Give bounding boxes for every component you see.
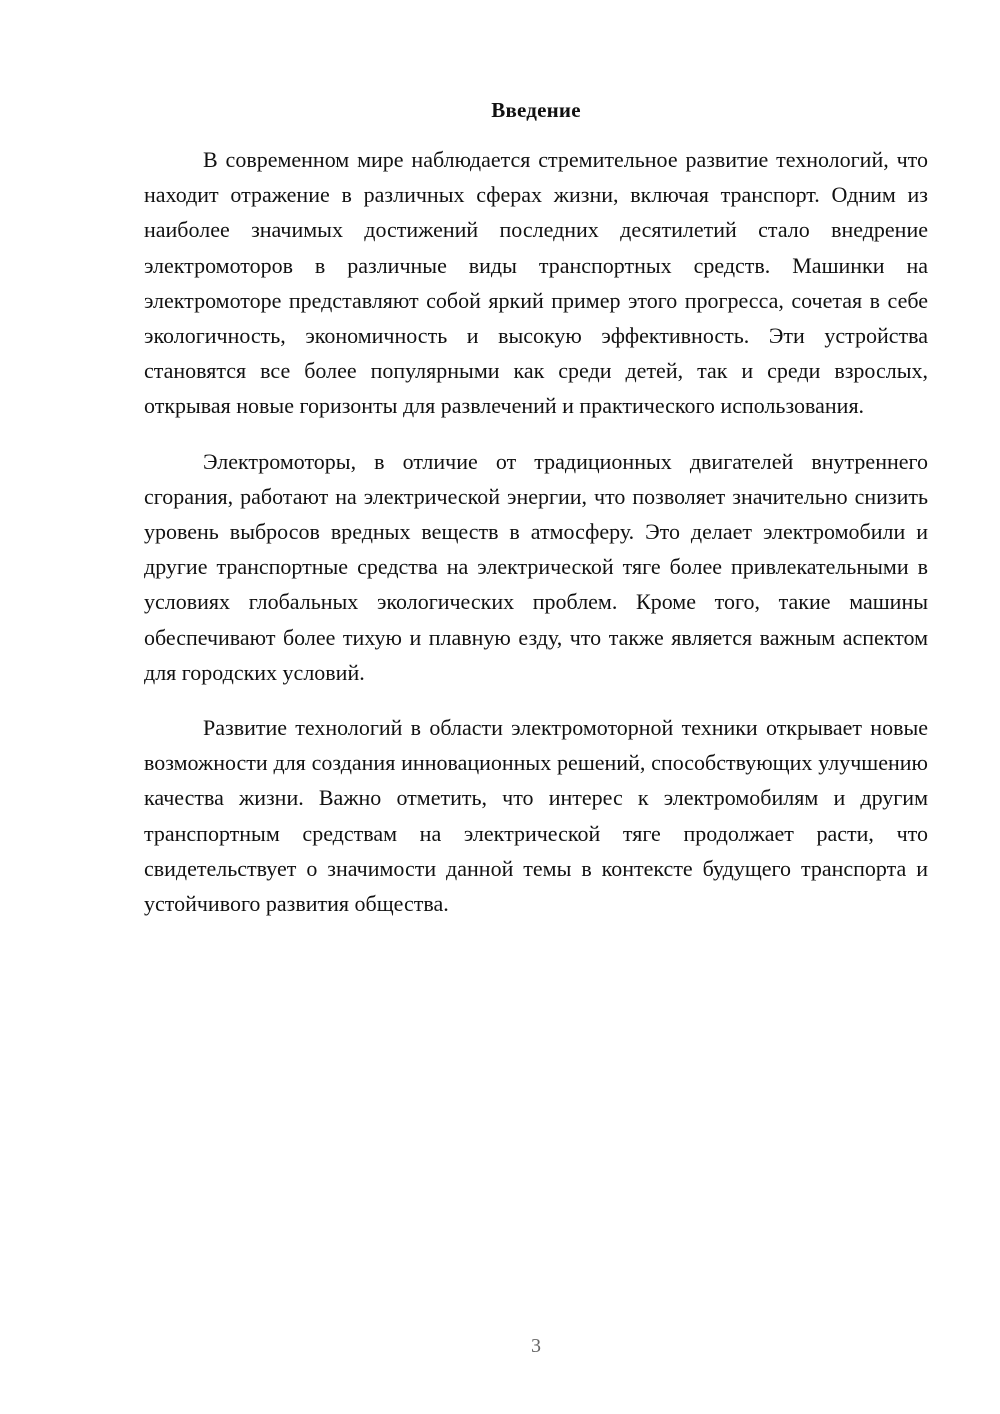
paragraph-1: В современном мире наблюдается стремительное развитие технологий, что находит отражение в различных сферах жизни, включая транспорт. Одним из наиболее значимых достижений последних десятилетий стало внедрение электромоторов в различные виды транспортных средств. Машинки на электромоторе представляют собой яркий пример этого прогресса, сочетая в себе экологичность, экономичность и высокую эффективность. Эти устройства становятся все более популярными как среди детей, так и среди взрослых, открывая новые горизонты для развлечений и практического использования. — [144, 147, 928, 419]
page-number: 3 — [531, 1335, 541, 1357]
paragraph-2: Электромоторы, в отличие от традиционных двигателей внутреннего сгорания, работают на электрической энергии, что позволяет значительно снизить уровень выбросов вредных веществ в атмосферу. Это делает электромобили и другие транспортные средства на электрической тяге более привлекательными в условиях глобальных экологических проблем. Кроме того, такие машины обеспечивают более тихую и плавную езду, что также является важным аспектом для городских условий. — [144, 448, 928, 685]
paragraph-3: Развитие технологий в области электромоторной техники открывает новые возможности для создания инновационных решений, способствующих улучшению качества жизни. Важно отметить, что интерес к электромобилям и другим транспортным средствам на электрической тяге продолжает расти, что свидетельствует о значимости данной темы в контексте будущего транспорта и устойчивого развития общества. — [144, 715, 928, 917]
section-heading: Введение — [491, 98, 581, 122]
document-body — [144, 95, 928, 941]
